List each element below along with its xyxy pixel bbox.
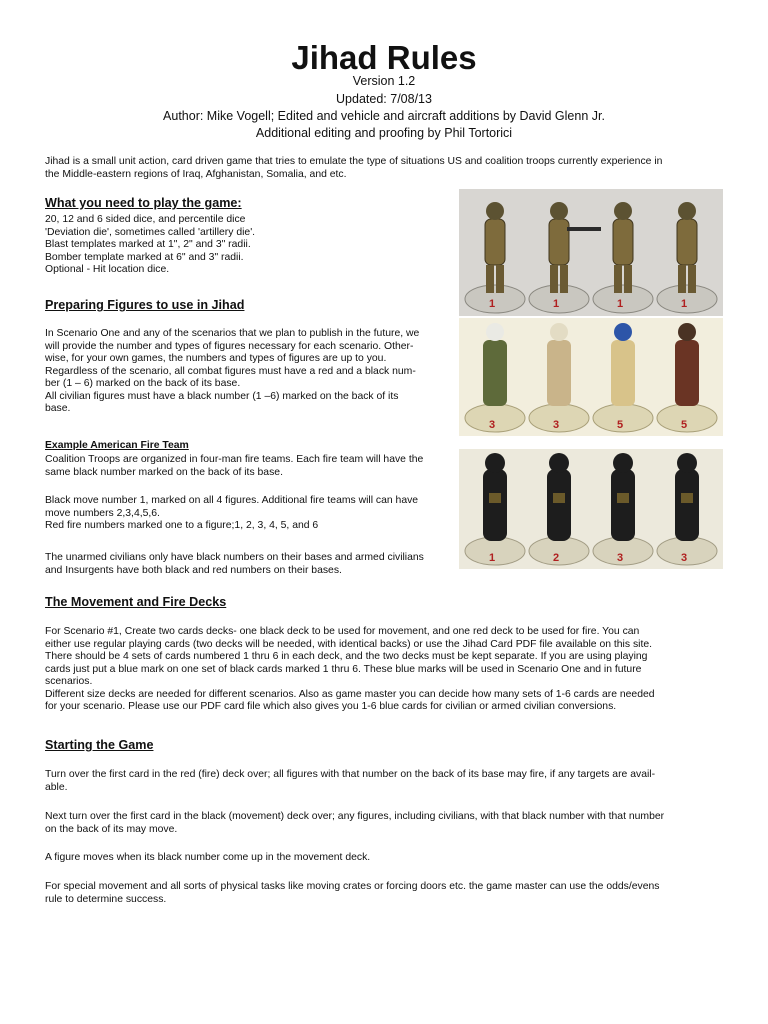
svg-text:3: 3 — [489, 419, 496, 431]
svg-text:1: 1 — [489, 298, 496, 310]
svg-text:1: 1 — [553, 298, 560, 310]
starting-heading: Starting the Game — [45, 738, 154, 752]
svg-text:3: 3 — [681, 552, 688, 564]
starting-paragraph-2: Next turn over the first card in the black (movement) deck over; any figures, including civilians, with that black number with that number on the back of its may move. — [45, 811, 665, 835]
intro-paragraph: Jihad is a small unit action, card driven game that tries to emulate the type of situations US and coalition troops currently experience in the Middle-eastern regions of Iraq, Afghanistan, Somalia, and etc. — [45, 156, 663, 180]
svg-text:1: 1 — [489, 552, 496, 564]
fireteam-paragraph-3: The unarmed civilians only have black numbers on their bases and armed civilians and Insurgents have both black and red numbers on their bases. — [45, 552, 424, 576]
civilians-photo — [459, 318, 723, 436]
need-list: 20, 12 and 6 sided dice, and percentile dice 'Deviation die', sometimes called 'artillery die'. Blast templates marked at 1", 2" and 3" radii. Bomber template marked at 6" and 3" radii. Optional - Hit location dice. — [45, 214, 256, 275]
page-title: Jihad Rules — [291, 39, 477, 76]
svg-text:5: 5 — [681, 419, 688, 431]
svg-text:1: 1 — [617, 298, 624, 310]
editing-line: Additional editing and proofing by Phil Tortorici — [255, 126, 513, 140]
starting-paragraph-4: For special movement and all sorts of physical tasks like moving crates or forcing doors etc. the game master can use the odds/evens rule to determine success. — [45, 881, 660, 905]
svg-text:2: 2 — [553, 552, 560, 564]
svg-text:5: 5 — [617, 419, 624, 431]
updated-line: Updated: 7/08/13 — [336, 92, 432, 106]
preparing-paragraph: In Scenario One and any of the scenarios that we plan to publish in the future, we will provide the number and types of figures necessary for each scenario. Other- wise, for your own games, the numbers and types of figures are up to you. Regardless of the scenario, all combat figures must have a red and a black num- ber (1 – 6) marked on the back of its base. All civilian figures must have a black number (1 –6) marked on the back of its base. — [45, 328, 420, 414]
svg-text:3: 3 — [617, 552, 624, 564]
fireteam-paragraph-2: Black move number 1, marked on all 4 figures. Additional fire teams will can have move numbers 2,3,4,5,6. Red fire numbers marked one to a figure;1, 2, 3, 4, 5, and 6 — [45, 495, 419, 531]
need-heading: What you need to play the game: — [45, 196, 242, 210]
fireteam-heading: Example American Fire Team — [45, 440, 189, 451]
insurgents-image — [459, 449, 723, 569]
decks-paragraph: For Scenario #1, Create two cards decks- one black deck to be used for movement, and one red deck to be used for fire. You can either use regular playing cards (two decks will be needed, with identical backs) or use the Jihad Card PDF file available on this site. There should be 4 sets of cards numbered 1 thru 6 in each deck, and the two decks must be kept separate. If you are using playing cards just put a blue mark on one set of black cards marked 1 thru 6. These blue marks will be used in Scenario One and in future scenarios. Different size decks are needed for different scenarios. Also as game master you can decide how many sets of 1-6 cards are needed for your scenario. Please use our PDF card file which also gives you 1-6 blue cards for civilian or armed civilian conversions. — [45, 626, 655, 712]
fireteam-paragraph-1: Coalition Troops are organized in four-man fire teams. Each fire team will have the same black number marked on the back of its base. — [45, 454, 424, 478]
starting-paragraph-1: Turn over the first card in the red (fire) deck over; all figures with that number on the back of its base may fire, if any targets are avail- able. — [45, 769, 656, 793]
starting-paragraph-3: A figure moves when its black number come up in the movement deck. — [45, 852, 371, 863]
version-line: Version 1.2 — [352, 74, 416, 88]
author-line: Author: Mike Vogell; Edited and vehicle and aircraft additions by David Glenn Jr. — [163, 109, 605, 123]
civilians-image — [459, 318, 723, 436]
us-soldiers-image — [459, 189, 723, 316]
preparing-heading: Preparing Figures to use in Jihad — [45, 298, 245, 312]
insurgents-photo — [459, 449, 723, 569]
decks-heading: The Movement and Fire Decks — [45, 595, 227, 609]
us-soldiers-photo — [459, 189, 723, 316]
svg-text:3: 3 — [553, 419, 560, 431]
svg-text:1: 1 — [681, 298, 688, 310]
